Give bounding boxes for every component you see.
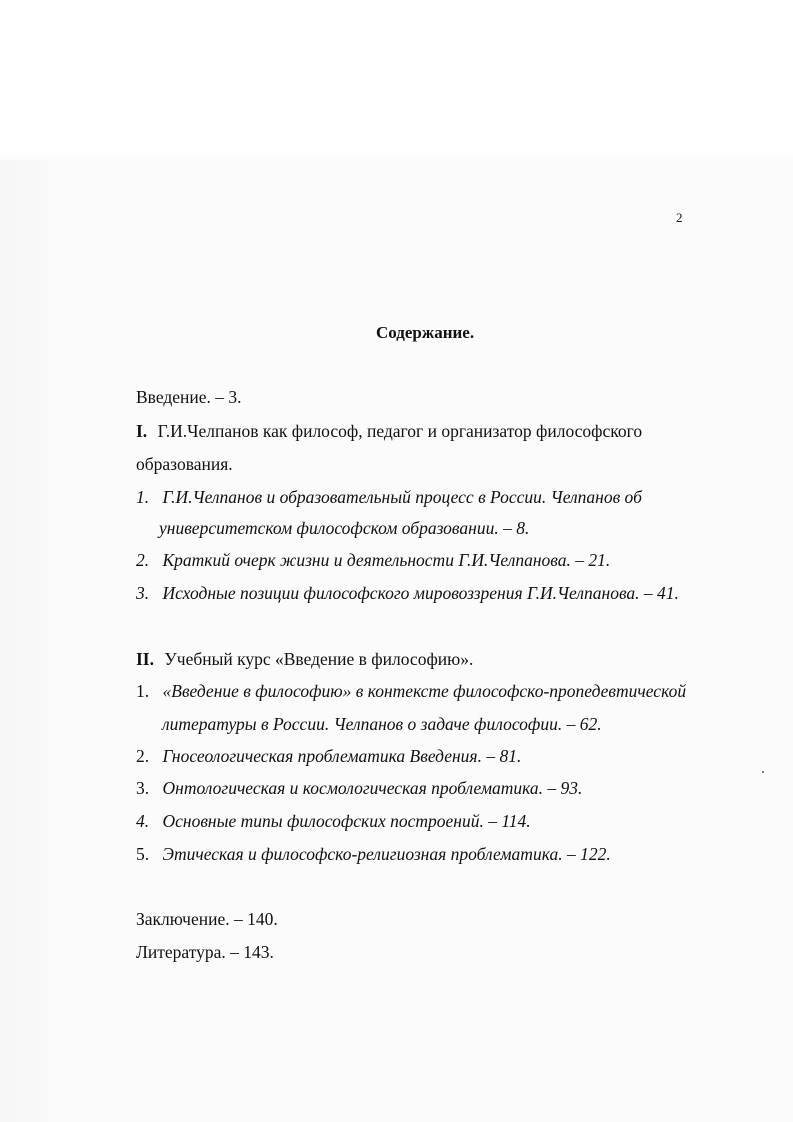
part1-item-3 <box>136 582 679 604</box>
page-number: 2 <box>676 210 683 225</box>
item-text: Гносеологическая проблематика Введения. – 81. <box>162 746 522 766</box>
item-text: Г.И.Челпанов и образовательный процесс в России. Челпанов об <box>162 487 642 507</box>
item-text: «Введение в философию» в контексте философско-пропедевтической <box>162 681 687 701</box>
item-text: Исходные позиции философского мировоззрения Г.И.Челпанова. – 41. <box>162 583 679 603</box>
part1-item-2 <box>136 549 610 571</box>
item-text: Онтологическая и космологическая проблематика. – 93. <box>162 778 583 798</box>
part2-title <box>136 648 473 670</box>
item-number: 3. <box>136 778 150 798</box>
part1-item-1-cont: университетском философском образовании. – 8. <box>159 518 530 538</box>
part2-item-5 <box>136 843 611 865</box>
item-text: Этическая и философско-религиозная проблематика. – 122. <box>162 844 611 864</box>
part2-item-2 <box>136 745 521 767</box>
item-text: Краткий очерк жизни и деятельности Г.И.Челпанова. – 21. <box>162 550 611 570</box>
scan-speck <box>762 771 764 773</box>
toc-literature: Литература. – 143. <box>136 942 274 962</box>
toc-conclusion: Заключение. – 140. <box>136 909 278 929</box>
part2-title-text: Учебный курс «Введение в философию». <box>164 649 474 669</box>
part2-item-1-cont: литературы в России. Челпанов о задаче философии. – 62. <box>162 714 602 734</box>
item-number: 1. <box>136 681 150 701</box>
part1-item-1 <box>136 486 642 508</box>
item-number: 2. <box>136 746 150 766</box>
item-text: Основные типы философских построений. – 114. <box>162 811 531 831</box>
toc-intro: Введение. – 3. <box>136 387 242 407</box>
item-number: 2. <box>136 550 150 570</box>
toc-title: Содержание. <box>376 323 475 342</box>
part1-numeral: I. <box>136 421 148 441</box>
part2-item-3 <box>136 777 582 799</box>
item-number: 1. <box>136 487 150 507</box>
part2-item-1 <box>136 680 686 702</box>
part1-title-text: Г.И.Челпанов как философ, педагог и организатор философского <box>157 421 643 441</box>
part1-title-line2: образования. <box>136 454 233 474</box>
item-number: 5. <box>136 844 150 864</box>
part2-item-4 <box>136 810 531 832</box>
item-number: 3. <box>136 583 150 603</box>
part1-title-line1 <box>136 420 642 442</box>
part2-numeral: II. <box>136 649 154 669</box>
item-number: 4. <box>136 811 150 831</box>
